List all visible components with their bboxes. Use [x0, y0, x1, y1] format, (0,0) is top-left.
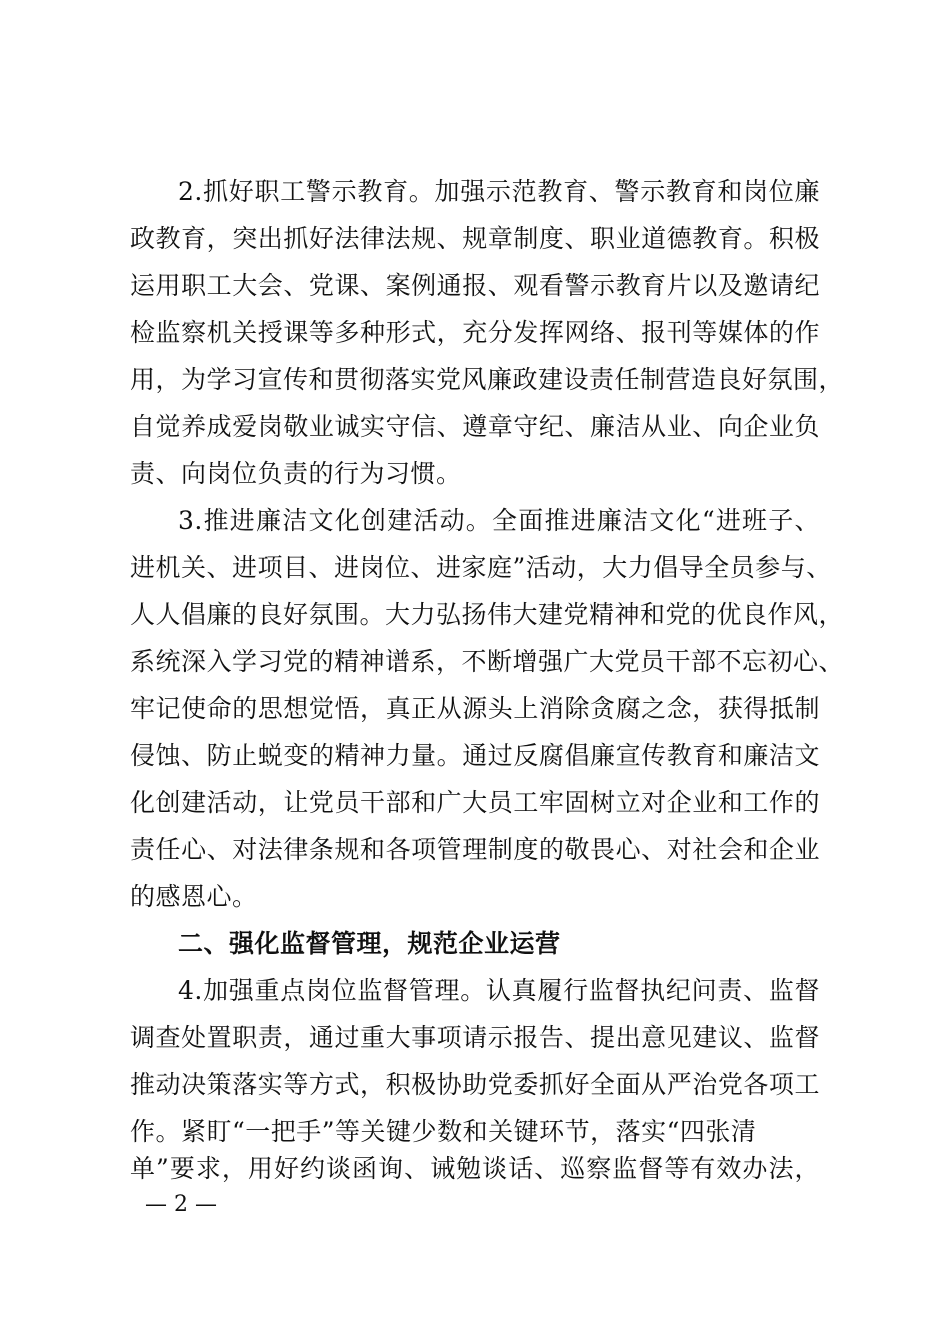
paragraph-line: 的感恩心。: [130, 882, 258, 911]
paragraph-line: 用，为学习宣传和贯彻落实党风廉政建设责任制营造良好氛围，: [130, 365, 845, 394]
paragraph-line: 化创建活动，让党员干部和广大员工牢固树立对企业和工作的: [130, 788, 820, 817]
paragraph-line: 责、向岗位负责的行为习惯。: [130, 459, 462, 488]
paragraph-line: 2.抓好职工警示教育。加强示范教育、警示教育和岗位廉: [178, 177, 820, 206]
paragraph-line: 推动决策落实等方式，积极协助党委抓好全面从严治党各项工: [130, 1070, 820, 1099]
paragraph-line: 作。紧盯“一把手”等关键少数和关键环节，落实“四张清: [130, 1117, 757, 1146]
paragraph-line: 运用职工大会、党课、案例通报、观看警示教育片以及邀请纪: [130, 271, 820, 300]
paragraph-line: 3.推进廉洁文化创建活动。全面推进廉洁文化“进班子、: [178, 506, 820, 535]
paragraph-line: 进机关、进项目、进岗位、进家庭”活动，大力倡导全员参与、: [130, 553, 832, 582]
paragraph-line: 侵蚀、防止蜕变的精神力量。通过反腐倡廉宣传教育和廉洁文: [130, 741, 820, 770]
paragraph-line: 责任心、对法律条规和各项管理制度的敬畏心、对社会和企业: [130, 835, 820, 864]
paragraph-line: 单”要求，用好约谈函询、诫勉谈话、巡察监督等有效办法，: [130, 1154, 820, 1183]
paragraph-line: 自觉养成爱岗敬业诚实守信、遵章守纪、廉洁从业、向企业负: [130, 412, 820, 441]
paragraph-line: 系统深入学习党的精神谱系，不断增强广大党员干部不忘初心、: [130, 647, 845, 676]
paragraph-line: 调查处置职责，通过重大事项请示报告、提出意见建议、监督: [130, 1023, 820, 1052]
paragraph-line: 4.加强重点岗位监督管理。认真履行监督执纪问责、监督: [178, 976, 820, 1005]
paragraph-line: 人人倡廉的良好氛围。大力弘扬伟大建党精神和党的优良作风，: [130, 600, 845, 629]
paragraph-line: 政教育，突出抓好法律法规、规章制度、职业道德教育。积极: [130, 224, 820, 253]
section-heading: 二、强化监督管理，规范企业运营: [178, 929, 561, 958]
page-number: — 2 —: [145, 1192, 217, 1217]
paragraph-line: 检监察机关授课等多种形式，充分发挥网络、报刊等媒体的作: [130, 318, 820, 347]
paragraph-line: 牢记使命的思想觉悟，真正从源头上消除贪腐之念，获得抵制: [130, 694, 820, 723]
